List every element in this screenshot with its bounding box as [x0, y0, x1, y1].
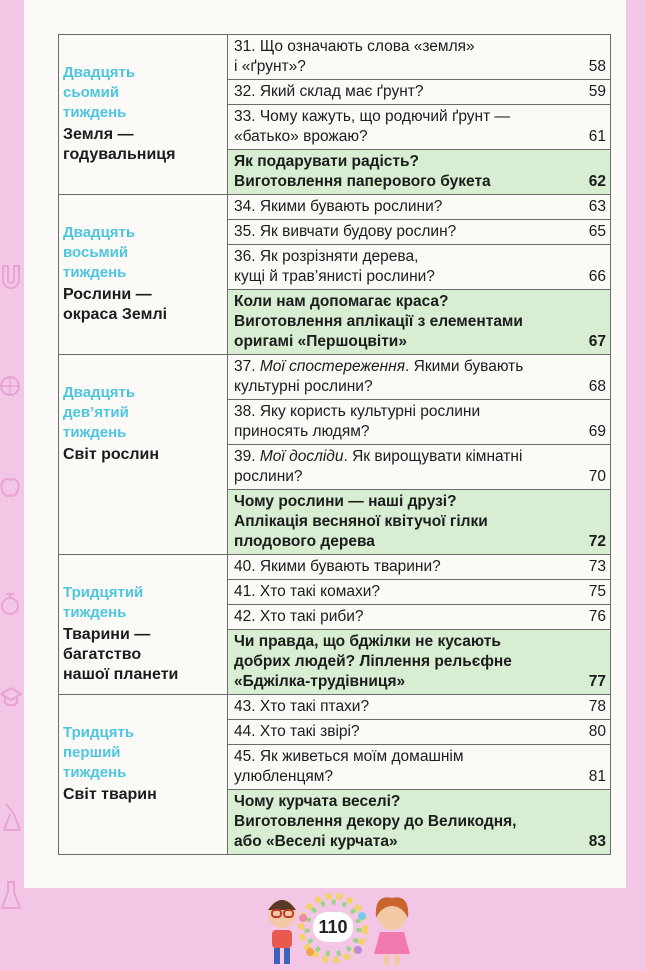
lesson-text: . Як вирощувати кімнатні рослини? [234, 448, 523, 485]
boy-icon [268, 900, 296, 964]
week-cell [59, 355, 228, 555]
page-ref: 78 [588, 698, 606, 715]
week-cell [59, 695, 228, 855]
lesson-row [59, 35, 611, 80]
lesson-title: 43. Хто такі птахи? [234, 698, 370, 715]
lesson-title [234, 447, 522, 487]
lesson-title: 31. Що означають слова «земля» і «ґрунт»? [234, 38, 475, 75]
page-ref: 68 [588, 378, 606, 395]
telescope-icon [0, 590, 22, 624]
page-ref: 83 [588, 833, 606, 850]
lesson-italic-label: Мої спостереження [259, 358, 406, 375]
lesson-title: 32. Який склад має ґрунт? [234, 83, 424, 100]
page-ref: 63 [588, 198, 606, 215]
lesson-title: 35. Як вивчати будову рослин? [234, 223, 457, 240]
page-ref: 73 [588, 558, 606, 575]
page-ref: 69 [588, 423, 606, 440]
lesson-title: 41. Хто такі комахи? [234, 583, 381, 600]
page-ref: 80 [588, 723, 606, 740]
lesson-title: Як подарувати радість? Виготовлення паперового букета [234, 153, 491, 190]
lesson-title: 38. Яку користь культурні рослини приносять людям? [234, 403, 481, 440]
week-title: Двадцять дев’ятий тиждень [63, 384, 136, 441]
week-title: Тридцятий тиждень [63, 584, 144, 621]
lesson-title: 45. Як живеться моїм домашнім улюбленцям? [234, 748, 464, 785]
lesson-title: Коли нам допомагає краса? Виготовлення аплікації з елементами оригамі «Першоцвіти» [234, 293, 523, 350]
page-number: 110 [313, 912, 353, 942]
week-cell [59, 555, 228, 695]
week-cell [59, 35, 228, 195]
lesson-title: Чому рослини — наші друзі? Аплікація весняної квітучої гілки плодового дерева [234, 493, 488, 550]
lesson-title: Чи правда, що бджілки не кусають добрих людей? Ліплення рельєфне «Бджілка-трудівниця» [234, 633, 512, 690]
page-ref: 75 [588, 583, 606, 600]
page-ref: 58 [588, 58, 606, 75]
week-title: Двадцять восьмий тиждень [63, 224, 136, 281]
page-ref: 59 [588, 83, 606, 100]
lesson-title: 40. Якими бувають тварини? [234, 558, 441, 575]
page-ref: 76 [588, 608, 606, 625]
lesson-row [59, 555, 611, 580]
lesson-italic-label: Мої досліди [259, 448, 344, 465]
lesson-row [59, 695, 611, 720]
lesson-text: . Якими бувають культурні рослини? [234, 358, 524, 395]
lesson-row [59, 195, 611, 220]
lesson-title: 42. Хто такі риби? [234, 608, 364, 625]
graduation-cap-icon [0, 680, 22, 714]
week-theme: Світ тварин [63, 786, 157, 803]
page-ref: 77 [588, 673, 606, 690]
week-theme: Тварини — багатство нашої планети [63, 626, 179, 683]
microscope-icon [0, 800, 22, 834]
lesson-title: Чому курчата веселі? Виготовлення декору до Великодня, або «Веселі курчата» [234, 793, 517, 850]
page-ref: 81 [588, 768, 606, 785]
lesson-title: 34. Якими бувають рослини? [234, 198, 443, 215]
week-theme: Світ рослин [63, 446, 160, 463]
globe-icon [0, 370, 22, 404]
page-ref: 66 [588, 268, 606, 285]
lesson-title: 44. Хто такі звірі? [234, 723, 360, 740]
page-ref: 72 [588, 533, 606, 550]
lesson-number: 37. [234, 358, 260, 375]
magnet-icon [0, 262, 22, 296]
week-title: Двадцять сьомий тиждень [63, 64, 136, 121]
apple-icon [0, 470, 22, 504]
table-of-contents [58, 34, 611, 855]
lesson-title [234, 357, 523, 397]
page-ref: 62 [588, 173, 606, 190]
page-ref: 70 [588, 468, 606, 485]
week-title: Тридцять перший тиждень [63, 724, 135, 781]
week-cell [59, 195, 228, 355]
lesson-number: 39. [234, 448, 260, 465]
lesson-title: 33. Чому кажуть, що родючий ґрунт — «батько» врожаю? [234, 108, 510, 145]
week-theme: Земля — годувальниця [63, 126, 176, 163]
lesson-title: 36. Як розрізняти дерева, кущі й трав’янисті рослини? [234, 248, 435, 285]
girl-icon [374, 897, 410, 966]
page-ref: 67 [588, 333, 606, 350]
week-theme: Рослини — окраса Землі [63, 286, 168, 323]
lesson-row [59, 355, 611, 400]
page-ref: 65 [588, 223, 606, 240]
page-ref: 61 [588, 128, 606, 145]
